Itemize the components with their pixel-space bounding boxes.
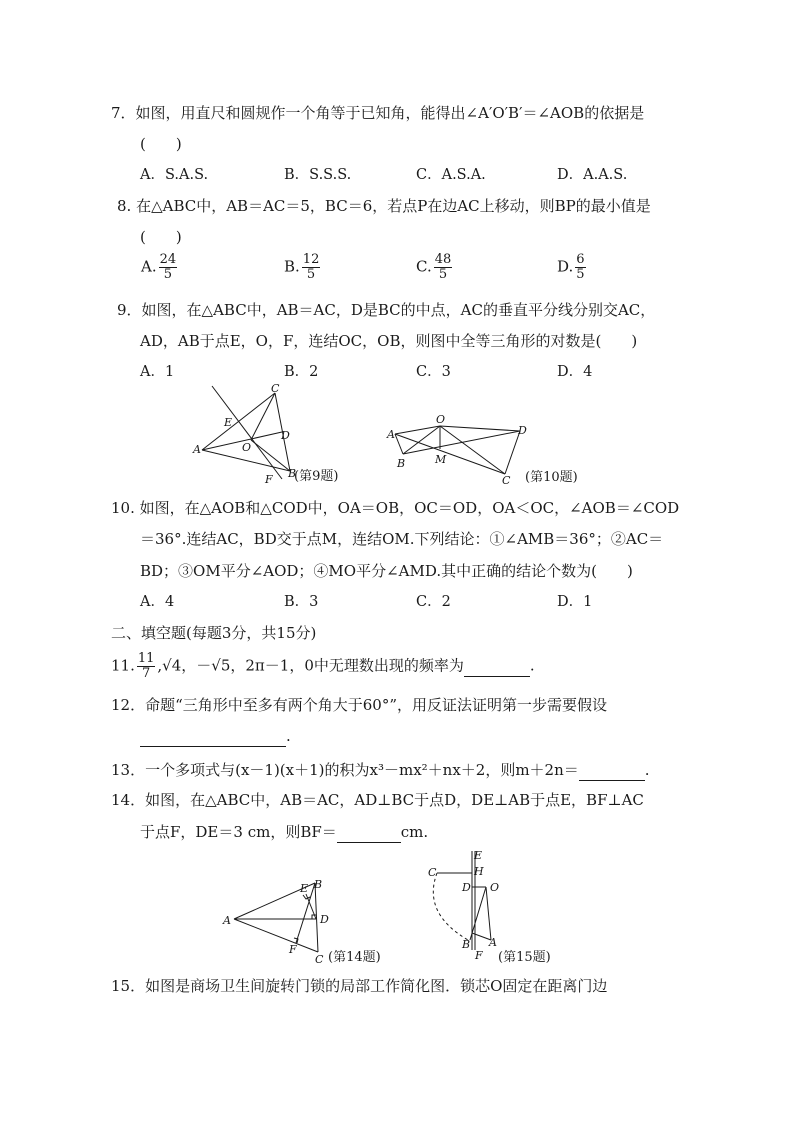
q12-answer-blank[interactable] bbox=[140, 726, 286, 747]
q14-line-1: 14．如图，在△ABC中，AB＝AC，AD⊥BC于点D，DE⊥AB于点E，BF⊥AC bbox=[111, 791, 644, 809]
q8-option-a: A. $\frac{24}{5}$ bbox=[141, 252, 177, 282]
q12-line-1: 12．命题“三角形中至多有两个角大于60°”，用反证法证明第一步需要假设 bbox=[111, 696, 608, 714]
fig9-label-b: B bbox=[288, 467, 297, 480]
fig14-caption: (第14题) bbox=[328, 950, 381, 965]
q8-paren: ( ) bbox=[140, 228, 182, 246]
fig9-label-o: O bbox=[242, 441, 252, 454]
q7-option-c: C．A.S.A. bbox=[416, 167, 486, 183]
fig14-label-b: B bbox=[314, 878, 323, 891]
fig14-label-f: F bbox=[289, 943, 297, 956]
fig9-caption: (第9题) bbox=[294, 469, 339, 484]
q12-line-2: . bbox=[140, 726, 291, 747]
fig14-label-e: E bbox=[300, 882, 309, 895]
fig9-label-c: C bbox=[271, 383, 280, 395]
fig15-label-o: O bbox=[490, 881, 500, 894]
q10-option-c: C．2 bbox=[416, 594, 451, 610]
q14-answer-blank[interactable] bbox=[337, 822, 401, 843]
q9-option-b: B．2 bbox=[284, 364, 319, 380]
fig10-label-c: C bbox=[502, 474, 511, 487]
fig9-label-a: A bbox=[193, 443, 201, 456]
q13-answer-blank[interactable] bbox=[579, 760, 645, 781]
fig9-label-f: F bbox=[265, 473, 273, 486]
q9-line-1: 9．如图，在△ABC中，AB＝AC，D是BC的中点，AC的垂直平分线分别交AC， bbox=[117, 301, 656, 319]
q15-line-1: 15．如图是商场卫生间旋转门锁的局部工作简化图．锁芯O固定在距离门边 bbox=[111, 977, 608, 995]
fig15-label-h: H bbox=[474, 865, 484, 878]
q9-line-2: AD，AB于点E，O，F，连结OC，OB，则图中全等三角形的对数是( ) bbox=[140, 332, 638, 350]
figure-14 bbox=[218, 873, 398, 967]
q9-option-a: A．1 bbox=[140, 364, 175, 380]
fig15-label-d: D bbox=[462, 881, 471, 894]
fig15-label-c: C bbox=[428, 866, 437, 879]
fig14-label-c: C bbox=[315, 953, 324, 966]
section-2-heading: 二、填空题(每题3分，共15分) bbox=[111, 624, 317, 642]
fig9-label-e: E bbox=[224, 416, 233, 429]
q8-option-b: B. $\frac{12}{5}$ bbox=[284, 252, 320, 282]
q7-option-d: D．A.A.S. bbox=[557, 167, 628, 183]
q9-option-d: D．4 bbox=[557, 364, 593, 380]
fig10-label-b: B bbox=[397, 457, 406, 470]
q13: 13．一个多项式与(x－1)(x＋1)的积为x³－mx²＋nx＋2，则m＋2n＝ . bbox=[111, 761, 650, 779]
q10-option-b: B．3 bbox=[284, 594, 319, 610]
fig10-label-o: O bbox=[436, 413, 446, 426]
fig15-label-a: A bbox=[489, 936, 497, 949]
q14-line-2: 于点F，DE＝3 cm，则BF＝ cm. bbox=[140, 823, 429, 841]
fig10-label-d: D bbox=[518, 424, 527, 437]
figure-10 bbox=[383, 412, 608, 488]
q8-option-d: D. $\frac{6}{5}$ bbox=[557, 252, 585, 282]
q7-option-a: A．S.A.S. bbox=[140, 167, 209, 183]
fig15-label-f: F bbox=[475, 949, 483, 962]
fig15-label-b: B bbox=[462, 938, 471, 951]
fig14-label-a: A bbox=[223, 914, 231, 927]
figure-9 bbox=[190, 383, 380, 488]
q10-option-a: A．4 bbox=[140, 594, 175, 610]
fig9-label-d: D bbox=[281, 429, 290, 442]
q10-line-2: ＝36°.连结AC，BD交于点M，连结OM.下列结论：①∠AMB＝36°；②AC＝ bbox=[140, 530, 664, 548]
q10-line-3: BD；③OM平分∠AOD；④MO平分∠AMD.其中正确的结论个数为( ) bbox=[140, 562, 633, 580]
q7-stem: 7．如图，用直尺和圆规作一个角等于已知角，能得出∠A′O′B′＝∠AOB的依据是 bbox=[111, 104, 645, 122]
fig10-caption: (第10题) bbox=[525, 470, 578, 485]
fig15-caption: (第15题) bbox=[498, 950, 551, 965]
q7-option-b: B．S.S.S. bbox=[284, 167, 352, 183]
figure-15 bbox=[422, 845, 582, 970]
q11-answer-blank[interactable] bbox=[464, 656, 530, 677]
fig10-label-m: M bbox=[435, 453, 447, 466]
q7-paren: ( ) bbox=[140, 135, 182, 153]
q8-stem: 8. 在△ABC中，AB＝AC＝5，BC＝6，若点P在边AC上移动，则BP的最小值是 bbox=[117, 197, 651, 215]
fig15-label-e: E bbox=[474, 849, 483, 862]
fig10-label-a: A bbox=[387, 428, 395, 441]
q10-line-1: 10. 如图，在△AOB和△COD中，OA＝OB，OC＝OD，OA＜OC，∠AOB＝∠COD bbox=[111, 499, 680, 517]
q11: 11. $\frac{11}{7}$ ,√4，－√5，2π－1，0中无理数出现的频率为 . bbox=[111, 651, 535, 681]
q9-option-c: C．3 bbox=[416, 364, 451, 380]
fig14-label-d: D bbox=[320, 913, 329, 926]
q10-option-d: D．1 bbox=[557, 594, 593, 610]
q8-option-c: C. $\frac{48}{5}$ bbox=[416, 252, 452, 282]
